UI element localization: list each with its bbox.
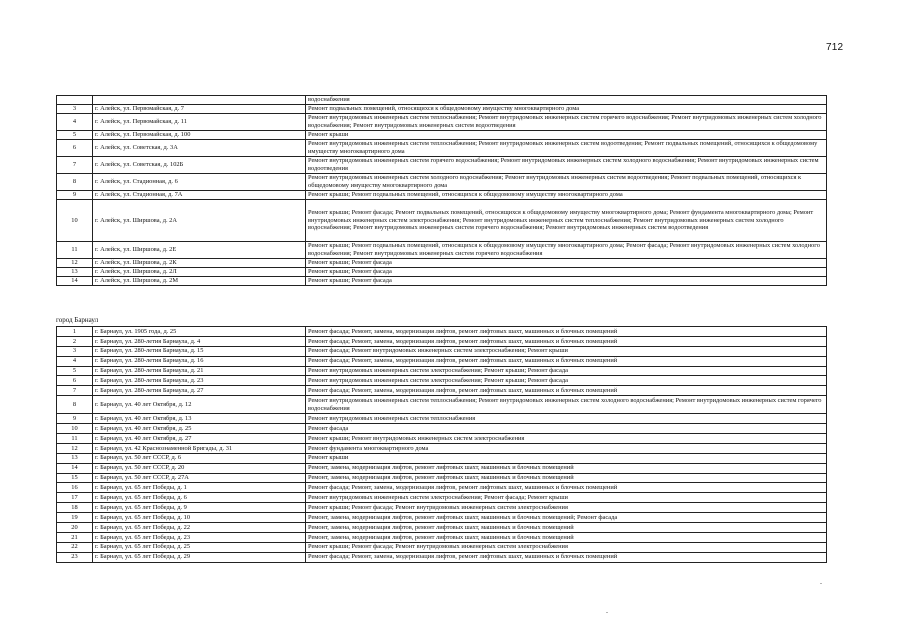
address-cell: г. Барнаул, ул. 280-летия Барнаула, д. 21 <box>93 366 306 376</box>
address-cell: г. Барнаул, ул. 40 лет Октября, д. 27 <box>93 434 306 444</box>
address-cell: г. Барнаул, ул. 65 лет Победы, д. 29 <box>93 552 306 562</box>
address-cell: г. Алейск, ул. Первомайская, д. 11 <box>93 114 306 131</box>
address-cell: г. Барнаул, ул. 50 лет СССР, д. 27А <box>93 473 306 483</box>
table-row <box>57 542 827 552</box>
address-cell: г. Барнаул, ул. 280-летия Барнаула, д. 15 <box>93 346 306 356</box>
work-cell: Ремонт внутридомовых инженерных систем электроснабжения; Ремонт крыши; Ремонт фасада <box>306 366 827 376</box>
table-row <box>57 268 827 277</box>
row-number-cell: 14 <box>57 463 93 473</box>
table-row <box>57 434 827 444</box>
work-cell: Ремонт внутридомовых инженерных систем холодного водоснабжения; Ремонт внутридомовых инженерных систем водоотведения; Ремонт подвальных помещений, относящихся к общедомовому имуществу многоквартирного дома <box>306 174 827 191</box>
table-row <box>57 327 827 337</box>
work-cell: Ремонт крыши <box>306 453 827 463</box>
work-cell: Ремонт внутридомовых инженерных систем теплоснабжения; Ремонт внутридомовых инженерных систем горячего водоснабжения; Ремонт внутридомовых инженерных систем холодного водоснабжения; Ремонт внутридомовых инженерных систем водоотведения <box>306 114 827 131</box>
row-number-cell: 23 <box>57 552 93 562</box>
row-number-cell: 22 <box>57 542 93 552</box>
table-row <box>57 376 827 386</box>
works-table-aleysk-body <box>57 96 827 286</box>
address-cell: г. Барнаул, ул. 40 лет Октября, д. 12 <box>93 396 306 414</box>
table-row <box>57 259 827 268</box>
row-number-cell: 1 <box>57 327 93 337</box>
address-cell: г. Алейск, ул. Ширшова, д. 2Л <box>93 268 306 277</box>
table-row <box>57 396 827 414</box>
work-cell: Ремонт фасада; Ремонт, замена, модернизация лифтов, ремонт лифтовых шахт, машинных и блочных помещений <box>306 336 827 346</box>
row-number-cell: 3 <box>57 105 93 114</box>
page-number: 712 <box>826 42 844 53</box>
address-cell: г. Барнаул, ул. 280-летия Барнаула, д. 23 <box>93 376 306 386</box>
row-number-cell: 2 <box>57 336 93 346</box>
table-row-carry-over <box>57 96 827 105</box>
row-number-cell: 18 <box>57 503 93 513</box>
address-cell: г. Алейск, ул. Ширшова, д. 2А <box>93 200 306 242</box>
work-cell: Ремонт фундамента многоквартирного дома <box>306 443 827 453</box>
work-cell: Ремонт фасада; Ремонт, замена, модернизация лифтов, ремонт лифтовых шахт, машинных и блочных помещений <box>306 386 827 396</box>
address-cell: г. Барнаул, ул. 40 лет Октября, д. 13 <box>93 414 306 424</box>
address-cell <box>93 96 306 105</box>
address-cell: г. Барнаул, ул. 42 Краснознаменной Бригады, д. 31 <box>93 443 306 453</box>
row-number-cell: 7 <box>57 157 93 174</box>
work-cell: Ремонт, замена, модернизация лифтов, ремонт лифтовых шахт, машинных и блочных помещений <box>306 532 827 542</box>
table-row <box>57 463 827 473</box>
work-cell: Ремонт внутридомовых инженерных систем теплоснабжения; Ремонт внутридомовых инженерных систем водоотведения; Ремонт подвальных помещений, относящихся к общедомовому имуществу многоквартирного дома <box>306 140 827 157</box>
work-cell: Ремонт фасада; Ремонт, замена, модернизация лифтов, ремонт лифтовых шахт, машинных и блочных помещений <box>306 483 827 493</box>
row-number-cell: 3 <box>57 346 93 356</box>
row-number-cell <box>57 96 93 105</box>
address-cell: г. Барнаул, ул. 40 лет Октября, д. 25 <box>93 424 306 434</box>
row-number-cell: 13 <box>57 453 93 463</box>
table-row <box>57 336 827 346</box>
address-cell: г. Барнаул, ул. 65 лет Победы, д. 6 <box>93 493 306 503</box>
row-number-cell: 17 <box>57 493 93 503</box>
table-row <box>57 105 827 114</box>
address-cell: г. Барнаул, ул. 65 лет Победы, д. 9 <box>93 503 306 513</box>
address-cell: г. Алейск, ул. Советская, д. 3А <box>93 140 306 157</box>
work-cell: Ремонт крыши; Ремонт внутридомовых инженерных систем электроснабжения <box>306 434 827 444</box>
address-cell: г. Алейск, ул. Первомайская, д. 7 <box>93 105 306 114</box>
row-number-cell: 6 <box>57 376 93 386</box>
table-row <box>57 443 827 453</box>
work-cell: Ремонт крыши; Ремонт фасада; Ремонт подвальных помещений, относящихся к общедомовому имуществу многоквартирного дома; Ремонт фундамента многоквартирного дома; Ремонт внутридомовых инженерных систем электроснабжения; Ремонт внутридомовых инженерных систем теплоснабжения; Ремонт внутридомовых инженерных систем холодного водоснабжения; Ремонт внутридомовых инженерных систем горячего водоснабжения; Ремонт внутридомовых инженерных систем водоотведения <box>306 200 827 242</box>
works-table-barnaul-body <box>57 327 827 563</box>
address-cell: г. Барнаул, ул. 65 лет Победы, д. 1 <box>93 483 306 493</box>
work-cell: Ремонт фасада; Ремонт, замена, модернизация лифтов, ремонт лифтовых шахт, машинных и блочных помещений <box>306 356 827 366</box>
table-row <box>57 114 827 131</box>
work-cell: Ремонт крыши; Ремонт фасада <box>306 268 827 277</box>
row-number-cell: 8 <box>57 174 93 191</box>
work-cell: Ремонт внутридомовых инженерных систем горячего водоснабжения; Ремонт внутридомовых инженерных систем холодного водоснабжения; Ремонт внутридомовых инженерных систем водоотведения <box>306 157 827 174</box>
work-cell: Ремонт подвальных помещений, относящихся к общедомовому имуществу многоквартирного дома <box>306 105 827 114</box>
row-number-cell: 12 <box>57 443 93 453</box>
address-cell: г. Барнаул, ул. 280-летия Барнаула, д. 16 <box>93 356 306 366</box>
table-row <box>57 453 827 463</box>
table-row <box>57 552 827 562</box>
work-cell: водоснабжения <box>306 96 827 105</box>
row-number-cell: 9 <box>57 191 93 200</box>
work-cell: Ремонт фасада <box>306 424 827 434</box>
address-cell: г. Барнаул, ул. 65 лет Победы, д. 22 <box>93 523 306 533</box>
work-cell: Ремонт внутридомовых инженерных систем электроснабжения; Ремонт крыши; Ремонт фасада <box>306 376 827 386</box>
table-row <box>57 242 827 259</box>
city-heading: город Барнаул <box>56 316 99 324</box>
table-row <box>57 424 827 434</box>
work-cell: Ремонт крыши; Ремонт фасада; Ремонт внутридомовых инженерных систем электроснабжения <box>306 542 827 552</box>
address-cell: г. Алейск, ул. Ширшова, д. 2К <box>93 259 306 268</box>
table-row <box>57 414 827 424</box>
work-cell: Ремонт, замена, модернизация лифтов, ремонт лифтовых шахт, машинных и блочных помещений <box>306 473 827 483</box>
address-cell: г. Алейск, ул. Первомайская, д. 100 <box>93 131 306 140</box>
table-row <box>57 493 827 503</box>
table-row <box>57 366 827 376</box>
work-cell: Ремонт крыши; Ремонт подвальных помещений, относящихся к общедомовому имуществу многоквартирного дома; Ремонт фасада; Ремонт внутридомовых инженерных систем холодного водоснабжения; Ремонт внутридомовых инженерных систем горячего водоснабжения <box>306 242 827 259</box>
row-number-cell: 16 <box>57 483 93 493</box>
address-cell: г. Барнаул, ул. 65 лет Победы, д. 23 <box>93 532 306 542</box>
table-row <box>57 131 827 140</box>
address-cell: г. Барнаул, ул. 280-летия Барнаула, д. 4 <box>93 336 306 346</box>
table-row <box>57 174 827 191</box>
works-table-aleysk <box>56 95 827 286</box>
address-cell: г. Алейск, ул. Ширшова, д. 2Е <box>93 242 306 259</box>
address-cell: г. Барнаул, ул. 280-летия Барнаула, д. 27 <box>93 386 306 396</box>
address-cell: г. Алейск, ул. Ширшова, д. 2М <box>93 277 306 286</box>
address-cell: г. Алейск, ул. Стадионная, д. 6 <box>93 174 306 191</box>
work-cell: Ремонт фасада; Ремонт, замена, модернизация лифтов, ремонт лифтовых шахт, машинных и блочных помещений <box>306 327 827 337</box>
work-cell: Ремонт крыши; Ремонт подвальных помещений, относящихся к общедомовому имуществу многоквартирного дома <box>306 191 827 200</box>
table-row <box>57 523 827 533</box>
address-cell: г. Барнаул, ул. 1905 года, д. 25 <box>93 327 306 337</box>
row-number-cell: 4 <box>57 114 93 131</box>
row-number-cell: 4 <box>57 356 93 366</box>
work-cell: Ремонт крыши; Ремонт фасада; Ремонт внутридомовых инженерных систем электроснабжения <box>306 503 827 513</box>
row-number-cell: 5 <box>57 366 93 376</box>
row-number-cell: 8 <box>57 396 93 414</box>
row-number-cell: 12 <box>57 259 93 268</box>
table-row <box>57 191 827 200</box>
row-number-cell: 7 <box>57 386 93 396</box>
scan-artifact <box>606 612 608 613</box>
table-row <box>57 346 827 356</box>
row-number-cell: 21 <box>57 532 93 542</box>
row-number-cell: 9 <box>57 414 93 424</box>
address-cell: г. Барнаул, ул. 65 лет Победы, д. 25 <box>93 542 306 552</box>
table-row <box>57 157 827 174</box>
table-row <box>57 386 827 396</box>
table-row <box>57 200 827 242</box>
work-cell: Ремонт фасада; Ремонт внутридомовых инженерных систем электроснабжения; Ремонт крыши <box>306 346 827 356</box>
row-number-cell: 10 <box>57 200 93 242</box>
table-row <box>57 483 827 493</box>
row-number-cell: 19 <box>57 513 93 523</box>
table-row <box>57 473 827 483</box>
work-cell: Ремонт, замена, модернизация лифтов, ремонт лифтовых шахт, машинных и блочных помещений <box>306 463 827 473</box>
address-cell: г. Барнаул, ул. 65 лет Победы, д. 10 <box>93 513 306 523</box>
address-cell: г. Алейск, ул. Советская, д. 102Б <box>93 157 306 174</box>
row-number-cell: 20 <box>57 523 93 533</box>
row-number-cell: 14 <box>57 277 93 286</box>
work-cell: Ремонт, замена, модернизация лифтов, ремонт лифтовых шахт, машинных и блочных помещений <box>306 523 827 533</box>
table-row <box>57 513 827 523</box>
work-cell: Ремонт внутридомовых инженерных систем теплоснабжения; Ремонт внутридомовых инженерных систем холодного водоснабжения; Ремонт внутридомовых инженерных систем горячего водоснабжения <box>306 396 827 414</box>
work-cell: Ремонт внутридомовых инженерных систем электроснабжения; Ремонт фасада; Ремонт крыши <box>306 493 827 503</box>
row-number-cell: 15 <box>57 473 93 483</box>
scan-artifact <box>820 583 822 584</box>
table-row <box>57 277 827 286</box>
row-number-cell: 6 <box>57 140 93 157</box>
table-row <box>57 140 827 157</box>
work-cell: Ремонт, замена, модернизация лифтов, ремонт лифтовых шахт, машинных и блочных помещений; Ремонт фасада <box>306 513 827 523</box>
work-cell: Ремонт крыши; Ремонт фасада <box>306 259 827 268</box>
work-cell: Ремонт крыши; Ремонт фасада <box>306 277 827 286</box>
row-number-cell: 5 <box>57 131 93 140</box>
table-row <box>57 356 827 366</box>
work-cell: Ремонт фасада; Ремонт, замена, модернизация лифтов, ремонт лифтовых шахт, машинных и блочных помещений <box>306 552 827 562</box>
works-table-barnaul <box>56 326 827 563</box>
row-number-cell: 11 <box>57 242 93 259</box>
row-number-cell: 11 <box>57 434 93 444</box>
address-cell: г. Барнаул, ул. 50 лет СССР, д. 20 <box>93 463 306 473</box>
row-number-cell: 10 <box>57 424 93 434</box>
address-cell: г. Барнаул, ул. 50 лет СССР, д. 6 <box>93 453 306 463</box>
row-number-cell: 13 <box>57 268 93 277</box>
work-cell: Ремонт крыши <box>306 131 827 140</box>
address-cell: г. Алейск, ул. Стадионная, д. 7А <box>93 191 306 200</box>
work-cell: Ремонт внутридомовых инженерных систем теплоснабжения <box>306 414 827 424</box>
table-row <box>57 532 827 542</box>
table-row <box>57 503 827 513</box>
